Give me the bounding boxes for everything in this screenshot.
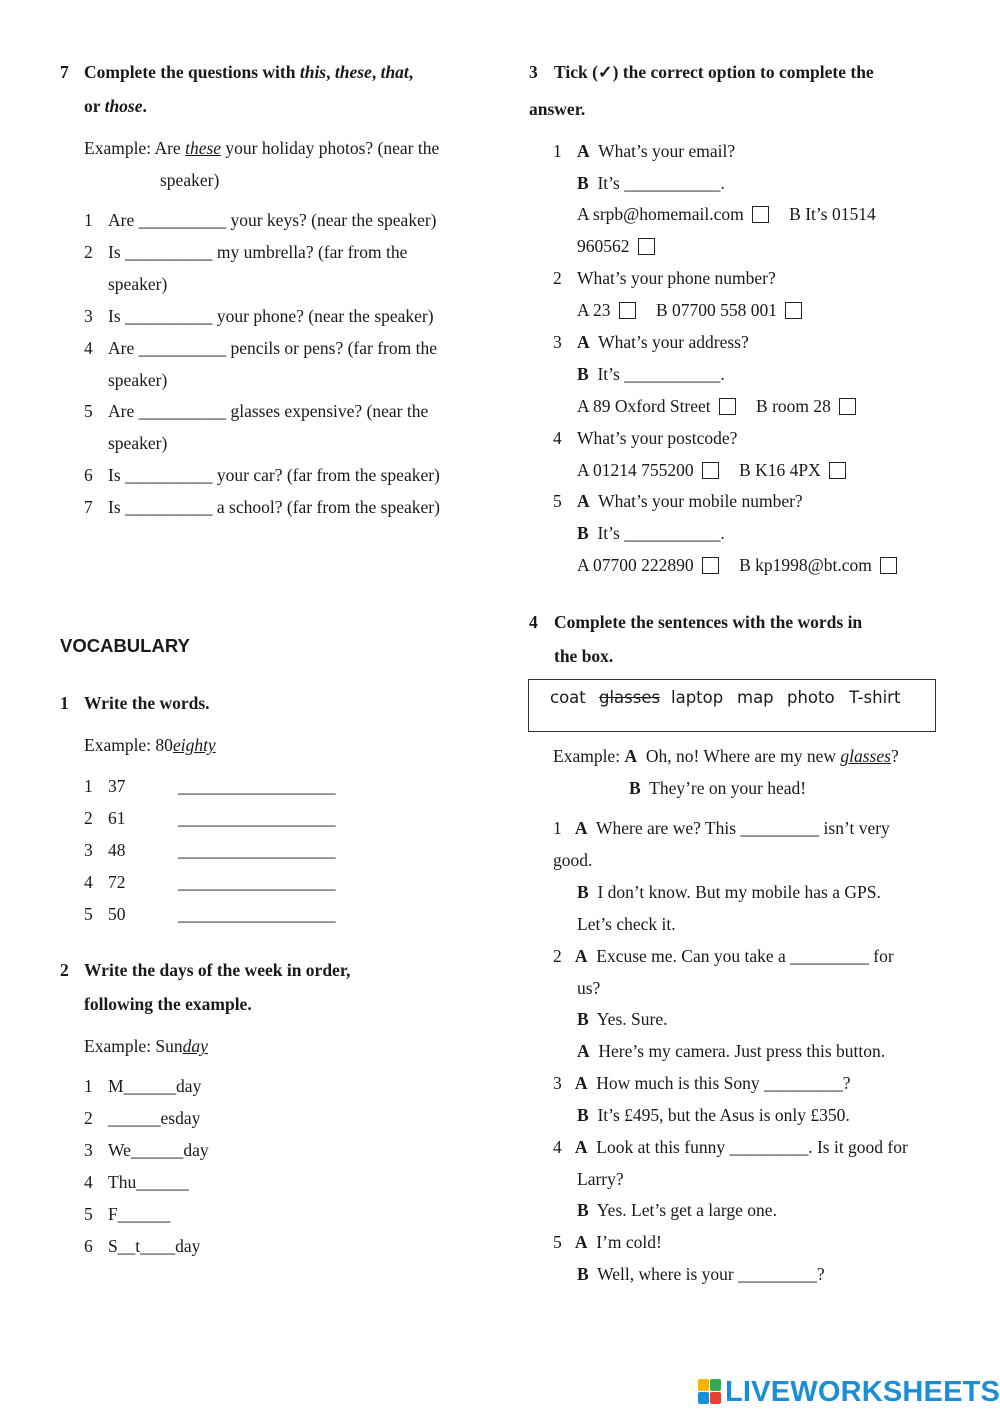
- vocab1-answer-blank[interactable]: __________________: [178, 840, 336, 860]
- vocab-ex1-number: 1: [60, 693, 69, 713]
- ex3-q1-question: A What’s your email?: [577, 141, 736, 161]
- word-box: [528, 679, 936, 732]
- ex3-q1-options: A srpb@homemail.com B It’s 01514: [577, 204, 876, 224]
- ex7-example: Example: Are these your holiday photos? (near the: [84, 138, 440, 158]
- ex7-item-text-cont: speaker): [108, 433, 168, 453]
- ex3-q1-option-b-cont: 960562: [577, 236, 655, 257]
- vocab1-answer-blank[interactable]: __________________: [178, 808, 336, 828]
- ex7-item-text: Is __________ my umbrella? (far from the: [108, 242, 408, 262]
- ex3-q3-options: A 89 Oxford Street B room 28: [577, 396, 856, 417]
- ex3-q2-question: What’s your phone number?: [577, 268, 776, 288]
- ex4-item-1: 1 A Where are we? This _________ isn’t very: [553, 818, 890, 838]
- vocab2-item-word[interactable]: ______esday: [108, 1108, 201, 1128]
- ex3-q3-question: A What’s your address?: [577, 332, 749, 352]
- vocab2-item-word[interactable]: S__t____day: [108, 1236, 201, 1256]
- vocab1-item-value: 48: [108, 840, 126, 860]
- ex7-item-text: Are __________ your keys? (near the speaker): [108, 210, 437, 230]
- ex4-example-a: Example: A Oh, no! Where are my new glasses?: [553, 746, 899, 766]
- vocab2-item-number: 4: [84, 1172, 93, 1192]
- vocab-ex2-number: 2: [60, 960, 69, 980]
- ex3-title: Tick (✓) the correct option to complete the: [554, 62, 874, 82]
- ex3-q4-question: What’s your postcode?: [577, 428, 738, 448]
- ex4-item-4-b: B Yes. Let’s get a large one.: [577, 1200, 777, 1220]
- ex4-item-1-b: B I don’t know. But my mobile has a GPS.: [577, 882, 881, 902]
- liveworksheets-icon: [698, 1379, 722, 1405]
- ex3-title-line2: answer.: [529, 99, 586, 119]
- ex7-title: Complete the questions with this, these, that,: [84, 62, 414, 82]
- ex7-title-line2: or those.: [84, 96, 147, 116]
- ex3-q1-number: 1: [553, 141, 562, 161]
- liveworksheets-logo: [698, 1376, 1000, 1408]
- vocab1-item-value: 50: [108, 904, 126, 924]
- word-box-item: map: [737, 688, 774, 707]
- vocab2-item-number: 3: [84, 1140, 93, 1160]
- vocab1-item-value: 37: [108, 776, 126, 796]
- vocab1-item-number: 4: [84, 872, 93, 892]
- ex4-item-1-b-cont: Let’s check it.: [577, 914, 676, 934]
- ex3-q1-checkbox-a[interactable]: [752, 206, 769, 223]
- vocab1-item-number: 2: [84, 808, 93, 828]
- ex4-title-line2: the box.: [554, 646, 614, 666]
- ex7-item-text: Are __________ glasses expensive? (near the: [108, 401, 429, 421]
- ex4-item-5: 5 A I’m cold!: [553, 1232, 662, 1252]
- word-box-item-crossed: glasses: [599, 688, 661, 707]
- word-box-item: T-shirt: [849, 688, 901, 707]
- ex7-item-number: 6: [84, 465, 93, 485]
- vocab2-item-number: 5: [84, 1204, 93, 1224]
- ex3-q3-number: 3: [553, 332, 562, 352]
- ex4-item-2: 2 A Excuse me. Can you take a _________ for: [553, 946, 894, 966]
- ex3-q3-answer: B It’s ___________.: [577, 364, 725, 384]
- vocab2-item-number: 2: [84, 1108, 93, 1128]
- ex4-item-4: 4 A Look at this funny _________. Is it good for: [553, 1137, 908, 1157]
- ex3-q5-question: A What’s your mobile number?: [577, 491, 803, 511]
- vocab1-item-value: 72: [108, 872, 126, 892]
- ex3-q2-checkbox-a[interactable]: [619, 302, 636, 319]
- vocab-ex2-title-line2: following the example.: [84, 994, 252, 1014]
- vocab-ex2-example: Example: Sunday: [84, 1036, 208, 1056]
- ex3-q1-checkbox-b[interactable]: [638, 238, 655, 255]
- ex7-example-cont: speaker): [160, 170, 220, 190]
- word-box-item: photo: [787, 688, 835, 707]
- ex7-item-text: Are __________ pencils or pens? (far from the: [108, 338, 437, 358]
- ex3-q2-checkbox-b[interactable]: [785, 302, 802, 319]
- ex4-item-5-b: B Well, where is your _________?: [577, 1264, 825, 1284]
- ex3-q5-checkbox-a[interactable]: [702, 557, 719, 574]
- ex4-item-3-b: B It’s £495, but the Asus is only £350.: [577, 1105, 850, 1125]
- ex7-item-number: 5: [84, 401, 93, 421]
- vocab1-item-number: 3: [84, 840, 93, 860]
- vocab1-item-number: 1: [84, 776, 93, 796]
- ex3-q2-options: A 23 B 07700 558 001: [577, 300, 802, 321]
- ex3-q2-number: 2: [553, 268, 562, 288]
- vocab-ex2-title: Write the days of the week in order,: [84, 960, 351, 980]
- ex3-q5-options: A 07700 222890 B kp1998@bt.com: [577, 555, 897, 576]
- ex4-item-2-cont: us?: [577, 978, 601, 998]
- ex3-q5-checkbox-b[interactable]: [880, 557, 897, 574]
- ex7-item-text-cont: speaker): [108, 370, 168, 390]
- ex7-item-number: 1: [84, 210, 93, 230]
- vocab1-item-value: 61: [108, 808, 126, 828]
- ex7-number: 7: [60, 62, 69, 82]
- word-box-item: laptop: [671, 688, 724, 707]
- ex4-example-b: B They’re on your head!: [629, 778, 807, 798]
- vocab2-item-number: 6: [84, 1236, 93, 1256]
- ex3-q4-options: A 01214 755200 B K16 4PX: [577, 460, 846, 481]
- vocab2-item-word[interactable]: M______day: [108, 1076, 202, 1096]
- ex7-item-number: 3: [84, 306, 93, 326]
- vocab1-answer-blank[interactable]: __________________: [178, 776, 336, 796]
- vocab2-item-word[interactable]: Thu______: [108, 1172, 189, 1192]
- vocab1-item-number: 5: [84, 904, 93, 924]
- vocab1-answer-blank[interactable]: __________________: [178, 904, 336, 924]
- ex7-item-text: Is __________ a school? (far from the speaker): [108, 497, 440, 517]
- ex4-item-1-cont: good.: [553, 850, 593, 870]
- ex7-item-number: 4: [84, 338, 93, 358]
- ex7-item-text: Is __________ your phone? (near the speaker): [108, 306, 434, 326]
- ex4-title: Complete the sentences with the words in: [554, 612, 863, 632]
- vocab-ex1-title: Write the words.: [84, 693, 210, 713]
- ex3-q4-checkbox-b[interactable]: [829, 462, 846, 479]
- vocab-ex1-example: Example: 80eighty: [84, 735, 216, 755]
- ex3-q3-checkbox-b[interactable]: [839, 398, 856, 415]
- ex7-item-text-cont: speaker): [108, 274, 168, 294]
- ex4-item-3: 3 A How much is this Sony _________?: [553, 1073, 851, 1093]
- vocabulary-heading: VOCABULARY: [60, 635, 190, 656]
- ex7-item-text: Is __________ your car? (far from the speaker): [108, 465, 440, 485]
- ex3-number: 3: [529, 62, 538, 82]
- brand-name: LIVEWORKSHEETS: [725, 1375, 1000, 1408]
- ex3-q4-number: 4: [553, 428, 562, 448]
- ex4-number: 4: [529, 612, 538, 632]
- ex3-q5-answer: B It’s ___________.: [577, 523, 725, 543]
- ex7-item-number: 2: [84, 242, 93, 262]
- vocab1-answer-blank[interactable]: __________________: [178, 872, 336, 892]
- ex3-q3-checkbox-a[interactable]: [719, 398, 736, 415]
- ex7-item-number: 7: [84, 497, 93, 517]
- vocab2-item-word[interactable]: F______: [108, 1204, 171, 1224]
- word-box-item: coat: [550, 688, 586, 707]
- ex4-item-2-b: B Yes. Sure.: [577, 1009, 668, 1029]
- ex4-item-2-a2: A Here’s my camera. Just press this button.: [577, 1041, 886, 1061]
- vocab2-item-word[interactable]: We______day: [108, 1140, 209, 1160]
- ex3-q1-answer: B It’s ___________.: [577, 173, 725, 193]
- ex3-q4-checkbox-a[interactable]: [702, 462, 719, 479]
- ex4-item-4-cont: Larry?: [577, 1169, 624, 1189]
- vocab2-item-number: 1: [84, 1076, 93, 1096]
- ex3-q5-number: 5: [553, 491, 562, 511]
